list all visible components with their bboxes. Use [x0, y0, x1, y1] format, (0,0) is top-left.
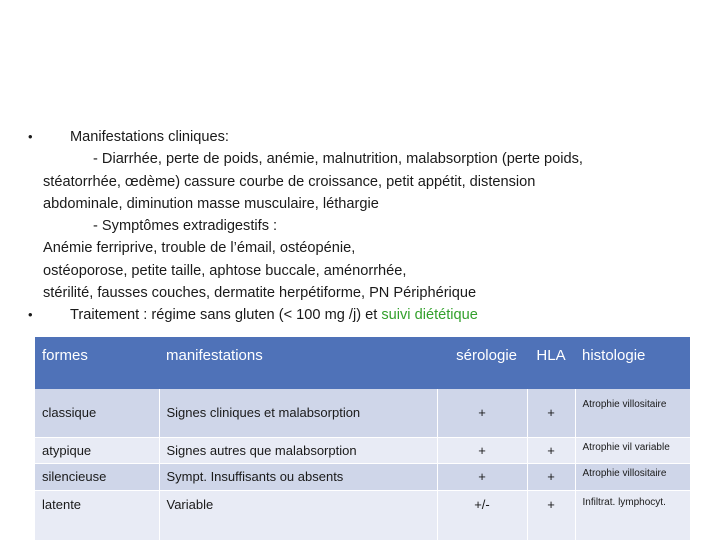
cell-forme: classique: [35, 389, 159, 437]
extradigestive-line: Anémie ferriprive, trouble de l’émail, ostéopénie,: [43, 240, 356, 257]
header-serologie: sérologie: [456, 347, 517, 364]
cell-manifestation: Variable: [159, 490, 437, 540]
treatment-bullet: [28, 304, 683, 326]
header-hla: HLA: [536, 347, 566, 364]
manifestations-bullet: [28, 126, 683, 148]
forms-table: [35, 337, 691, 540]
table-header-row: [35, 337, 690, 389]
header-histologie: histologie: [582, 347, 646, 364]
table-row: [35, 463, 690, 490]
cell-forme: silencieuse: [35, 463, 159, 490]
cell-serologie: +: [437, 437, 527, 463]
extradigestive-line: stérilité, fausses couches, dermatite herpétiforme, PN Périphérique: [43, 285, 477, 302]
cell-histologie: Infiltrat. lymphocyt.: [575, 490, 690, 540]
cell-hla: +: [527, 463, 575, 490]
cell-histologie: Atrophie villositaire: [575, 389, 690, 437]
bullet-icon: •: [28, 307, 33, 323]
table-row: [35, 389, 690, 437]
cell-forme: latente: [35, 490, 159, 540]
slide-text: [28, 126, 683, 327]
extradigestive-line: ostéoporose, petite taille, aphtose buccale, aménorrhée,: [43, 262, 407, 279]
manifestations-heading: Manifestations cliniques:: [70, 129, 229, 145]
cell-hla: +: [527, 490, 575, 540]
cell-manifestation: Sympt. Insuffisants ou absents: [159, 463, 437, 490]
cell-histologie: Atrophie villositaire: [575, 463, 690, 490]
cell-serologie: +/-: [437, 490, 527, 540]
cell-manifestation: Signes cliniques et malabsorption: [159, 389, 437, 437]
cell-forme: atypique: [35, 437, 159, 463]
cell-hla: +: [527, 437, 575, 463]
cell-histologie: Atrophie vil variable: [575, 437, 690, 463]
table-row: [35, 437, 690, 463]
digestive-line: abdominale, diminution masse musculaire, léthargie: [43, 195, 379, 212]
cell-hla: +: [527, 389, 575, 437]
cell-manifestation: Signes autres que malabsorption: [159, 437, 437, 463]
digestive-line: stéatorrhée, œdème) cassure courbe de croissance, petit appétit, distension: [43, 173, 536, 190]
header-formes: formes: [42, 347, 88, 364]
digestive-line: - Diarrhée, perte de poids, anémie, malnutrition, malabsorption (perte poids,: [93, 151, 583, 168]
header-manifestations: manifestations: [166, 347, 263, 364]
bullet-icon: •: [28, 129, 33, 144]
cell-serologie: +: [437, 463, 527, 490]
extradigestive-heading: - Symptômes extradigestifs :: [93, 218, 278, 235]
table-row: [35, 490, 690, 540]
cell-serologie: +: [437, 389, 527, 437]
treatment-text: Traitement : régime sans gluten (< 100 mg /j) et: [70, 307, 382, 324]
treatment-highlight: suivi diététique: [381, 307, 478, 324]
